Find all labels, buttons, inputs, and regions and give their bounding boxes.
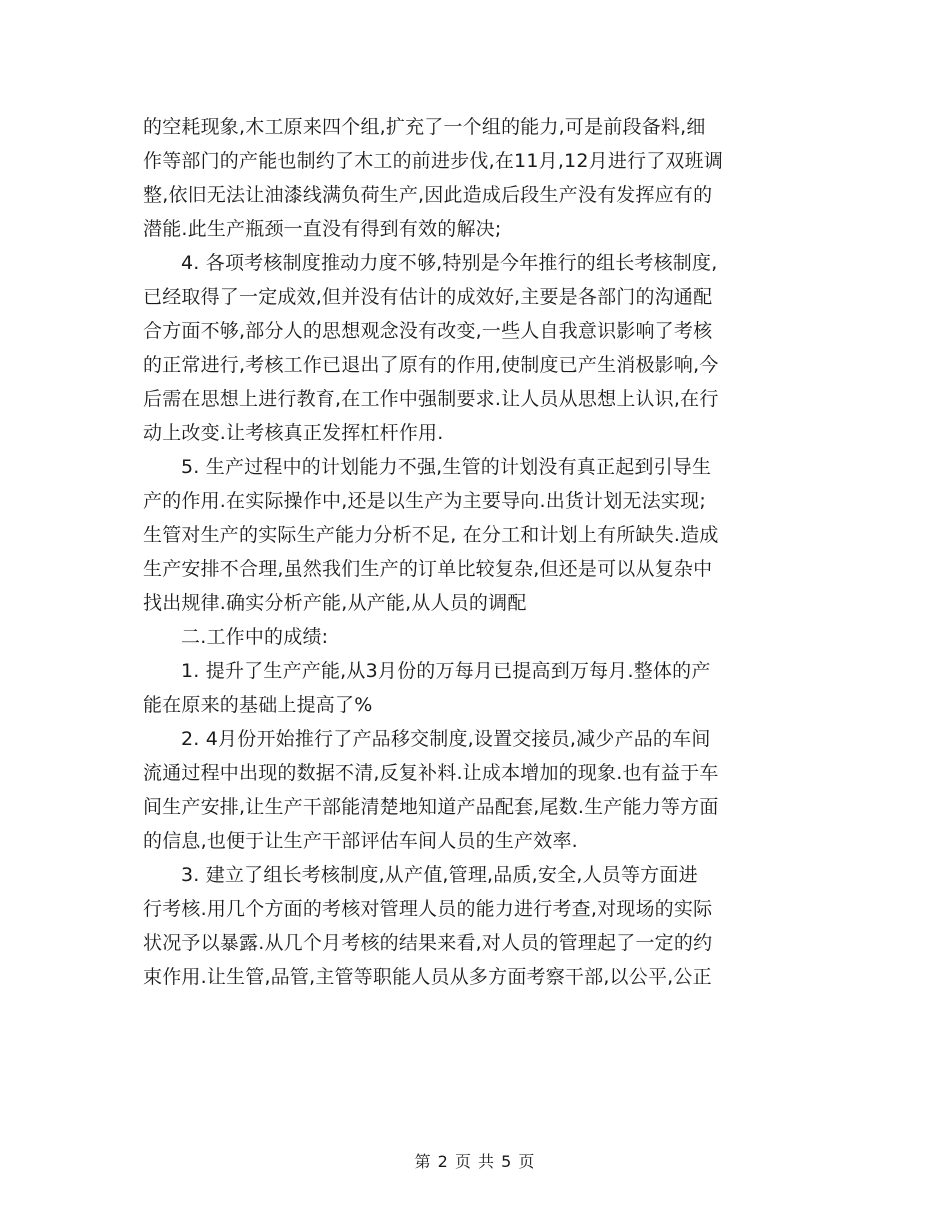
text-line: 已经取得了一定成效,但并没有估计的成效好,主要是各部门的沟通配 [143, 286, 713, 308]
text-line: 状况予以暴露.从几个月考核的结果来看,对人员的管理起了一定的约 [143, 932, 713, 954]
text-line: 2. 4月份开始推行了产品移交制度,设置交接员,减少产品的车间 [181, 728, 711, 750]
text-line: 潜能.此生产瓶颈一直没有得到有效的解决; [143, 218, 502, 240]
text-line: 束作用.让生管,品管,主管等职能人员从多方面考察干部,以公平,公正 [143, 966, 712, 988]
text-line: 3. 建立了组长考核制度,从产值,管理,品质,安全,人员等方面进 [181, 864, 698, 886]
text-line: 整,依旧无法让油漆线满负荷生产,因此造成后段生产没有发挥应有的 [143, 184, 713, 206]
text-line: 作等部门的产能也制约了木工的前进步伐,在11月,12月进行了双班调 [143, 150, 724, 172]
text-line: 流通过程中出现的数据不清,反复补料.让成本增加的现象.也有益于车 [143, 762, 719, 784]
text-line: 产的作用.在实际操作中,还是以生产为主要导向.出货计划无法实现; [143, 490, 706, 512]
text-line: 动上改变.让考核真正发挥杠杆作用. [143, 422, 444, 444]
text-line: 二.工作中的成绩: [181, 626, 329, 648]
text-line: 4. 各项考核制度推动力度不够,特别是今年推行的组长考核制度, [181, 252, 718, 274]
text-line: 的空耗现象,木工原来四个组,扩充了一个组的能力,可是前段备料,细 [143, 116, 706, 138]
document-body [143, 110, 803, 994]
text-line: 能在原来的基础上提高了% [143, 694, 373, 716]
text-line: 生产安排不合理,虽然我们生产的订单比较复杂,但还是可以从复杂中 [143, 558, 713, 580]
text-line: 行考核.用几个方面的考核对管理人员的能力进行考查,对现场的实际 [143, 898, 713, 920]
text-line: 合方面不够,部分人的思想观念没有改变,一些人自我意识影响了考核 [143, 320, 713, 342]
text-line: 的信息,也便于让生产干部评估车间人员的生产效率. [143, 830, 578, 852]
text-line: 1. 提升了生产产能,从3月份的万每月已提高到万每月.整体的产 [181, 660, 711, 682]
text-line: 间生产安排,让生产干部能清楚地知道产品配套,尾数.生产能力等方面 [143, 796, 719, 818]
text-line: 后需在思想上进行教育,在工作中强制要求.让人员从思想上认识,在行 [143, 388, 719, 410]
text-line: 5. 生产过程中的计划能力不强,生管的计划没有真正起到引导生 [181, 456, 712, 478]
text-line: 生管对生产的实际生产能力分析不足, 在分工和计划上有所缺失.造成 [143, 524, 719, 546]
text-line: 的正常进行,考核工作已退出了原有的作用,使制度已产生消极影响,今 [143, 354, 719, 376]
page-footer: 第 2 页 共 5 页 [414, 1152, 536, 1171]
text-line: 找出规律.确实分析产能,从产能,从人员的调配 [143, 592, 527, 614]
